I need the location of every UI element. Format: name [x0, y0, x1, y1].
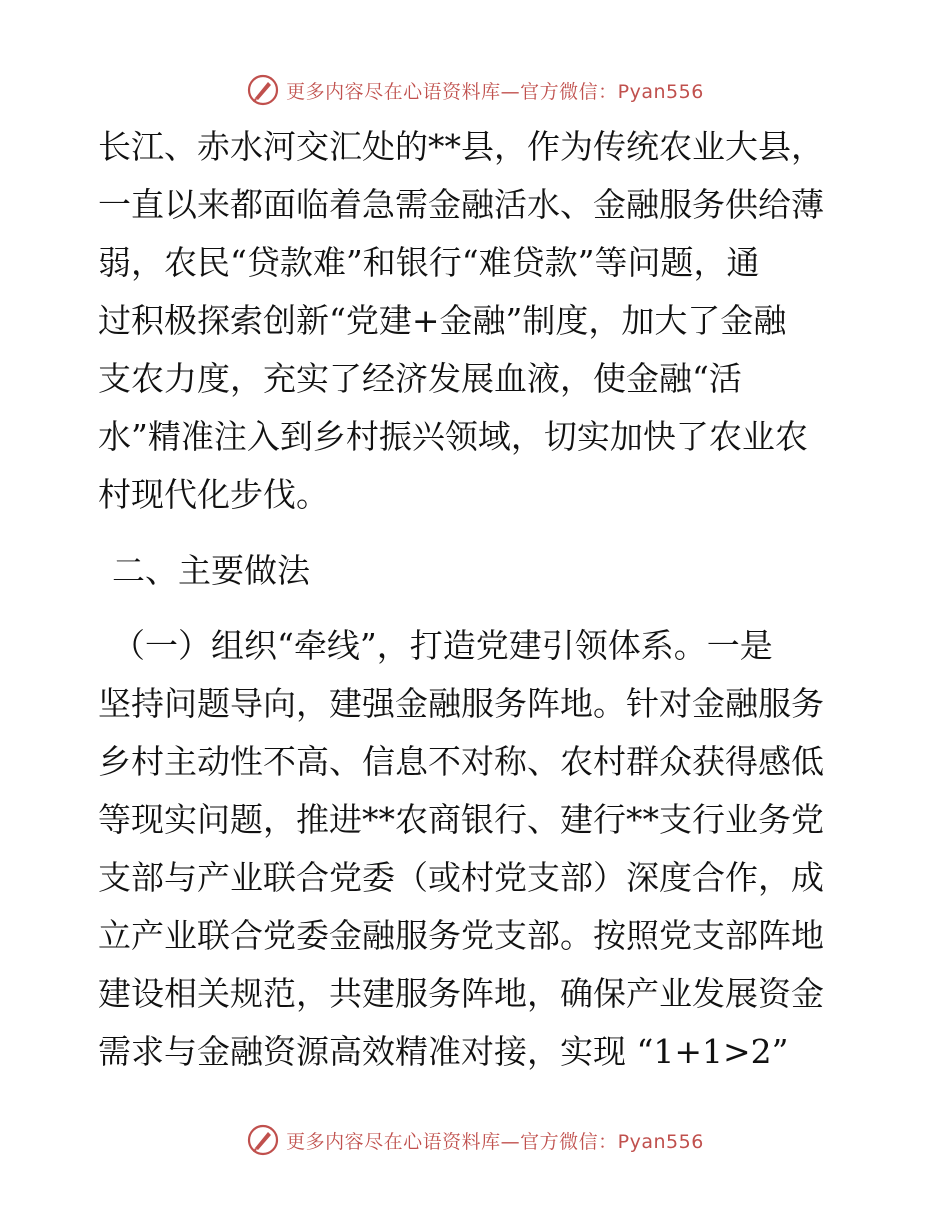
text-line: 弱，农民“贷款难”和银行“难贷款”等问题，通: [98, 243, 760, 282]
quill-logo-icon: [246, 1123, 280, 1157]
text-line: 过积极探索创新“党建+金融”制度，加大了金融: [98, 301, 787, 340]
text-line: 支农力度，充实了经济发展血液，使金融“活: [98, 359, 742, 398]
text-line: 长江、赤水河交汇处的**县，作为传统农业大县，: [98, 127, 824, 166]
text-line: 建设相关规范，共建服务阵地，确保产业发展资金: [98, 974, 824, 1013]
text-line: 乡村主动性不高、信息不对称、农村群众获得感低: [98, 742, 824, 781]
text-line: 等现实问题，推进**农商银行、建行**支行业务党: [98, 800, 824, 839]
text-line: 立产业联合党委金融服务党支部。按照党支部阵地: [98, 916, 824, 955]
header-watermark: [0, 70, 950, 110]
text-line: 需求与金融资源高效精准对接，实现 “1+1>2”: [98, 1032, 789, 1071]
watermark-text: 更多内容尽在心语资料库—官方微信：Pyan556: [286, 80, 704, 103]
text-line: 水”精准注入到乡村振兴领域，切实加快了农业农: [98, 417, 808, 456]
section-heading: 二、主要做法: [112, 551, 310, 590]
text-line: 坚持问题导向，建强金融服务阵地。针对金融服务: [98, 684, 824, 723]
text-line: 一直以来都面临着急需金融活水、金融服务供给薄: [98, 185, 824, 224]
footer-watermark: [0, 1120, 950, 1160]
text-line: 村现代化步伐。: [98, 475, 329, 514]
text-line: （一）组织“牵线”，打造党建引领体系。一是: [112, 626, 773, 665]
text-line: 支部与产业联合党委（或村党支部）深度合作，成: [98, 858, 824, 897]
quill-logo-icon: [246, 73, 280, 107]
watermark-text: 更多内容尽在心语资料库—官方微信：Pyan556: [286, 1130, 704, 1153]
